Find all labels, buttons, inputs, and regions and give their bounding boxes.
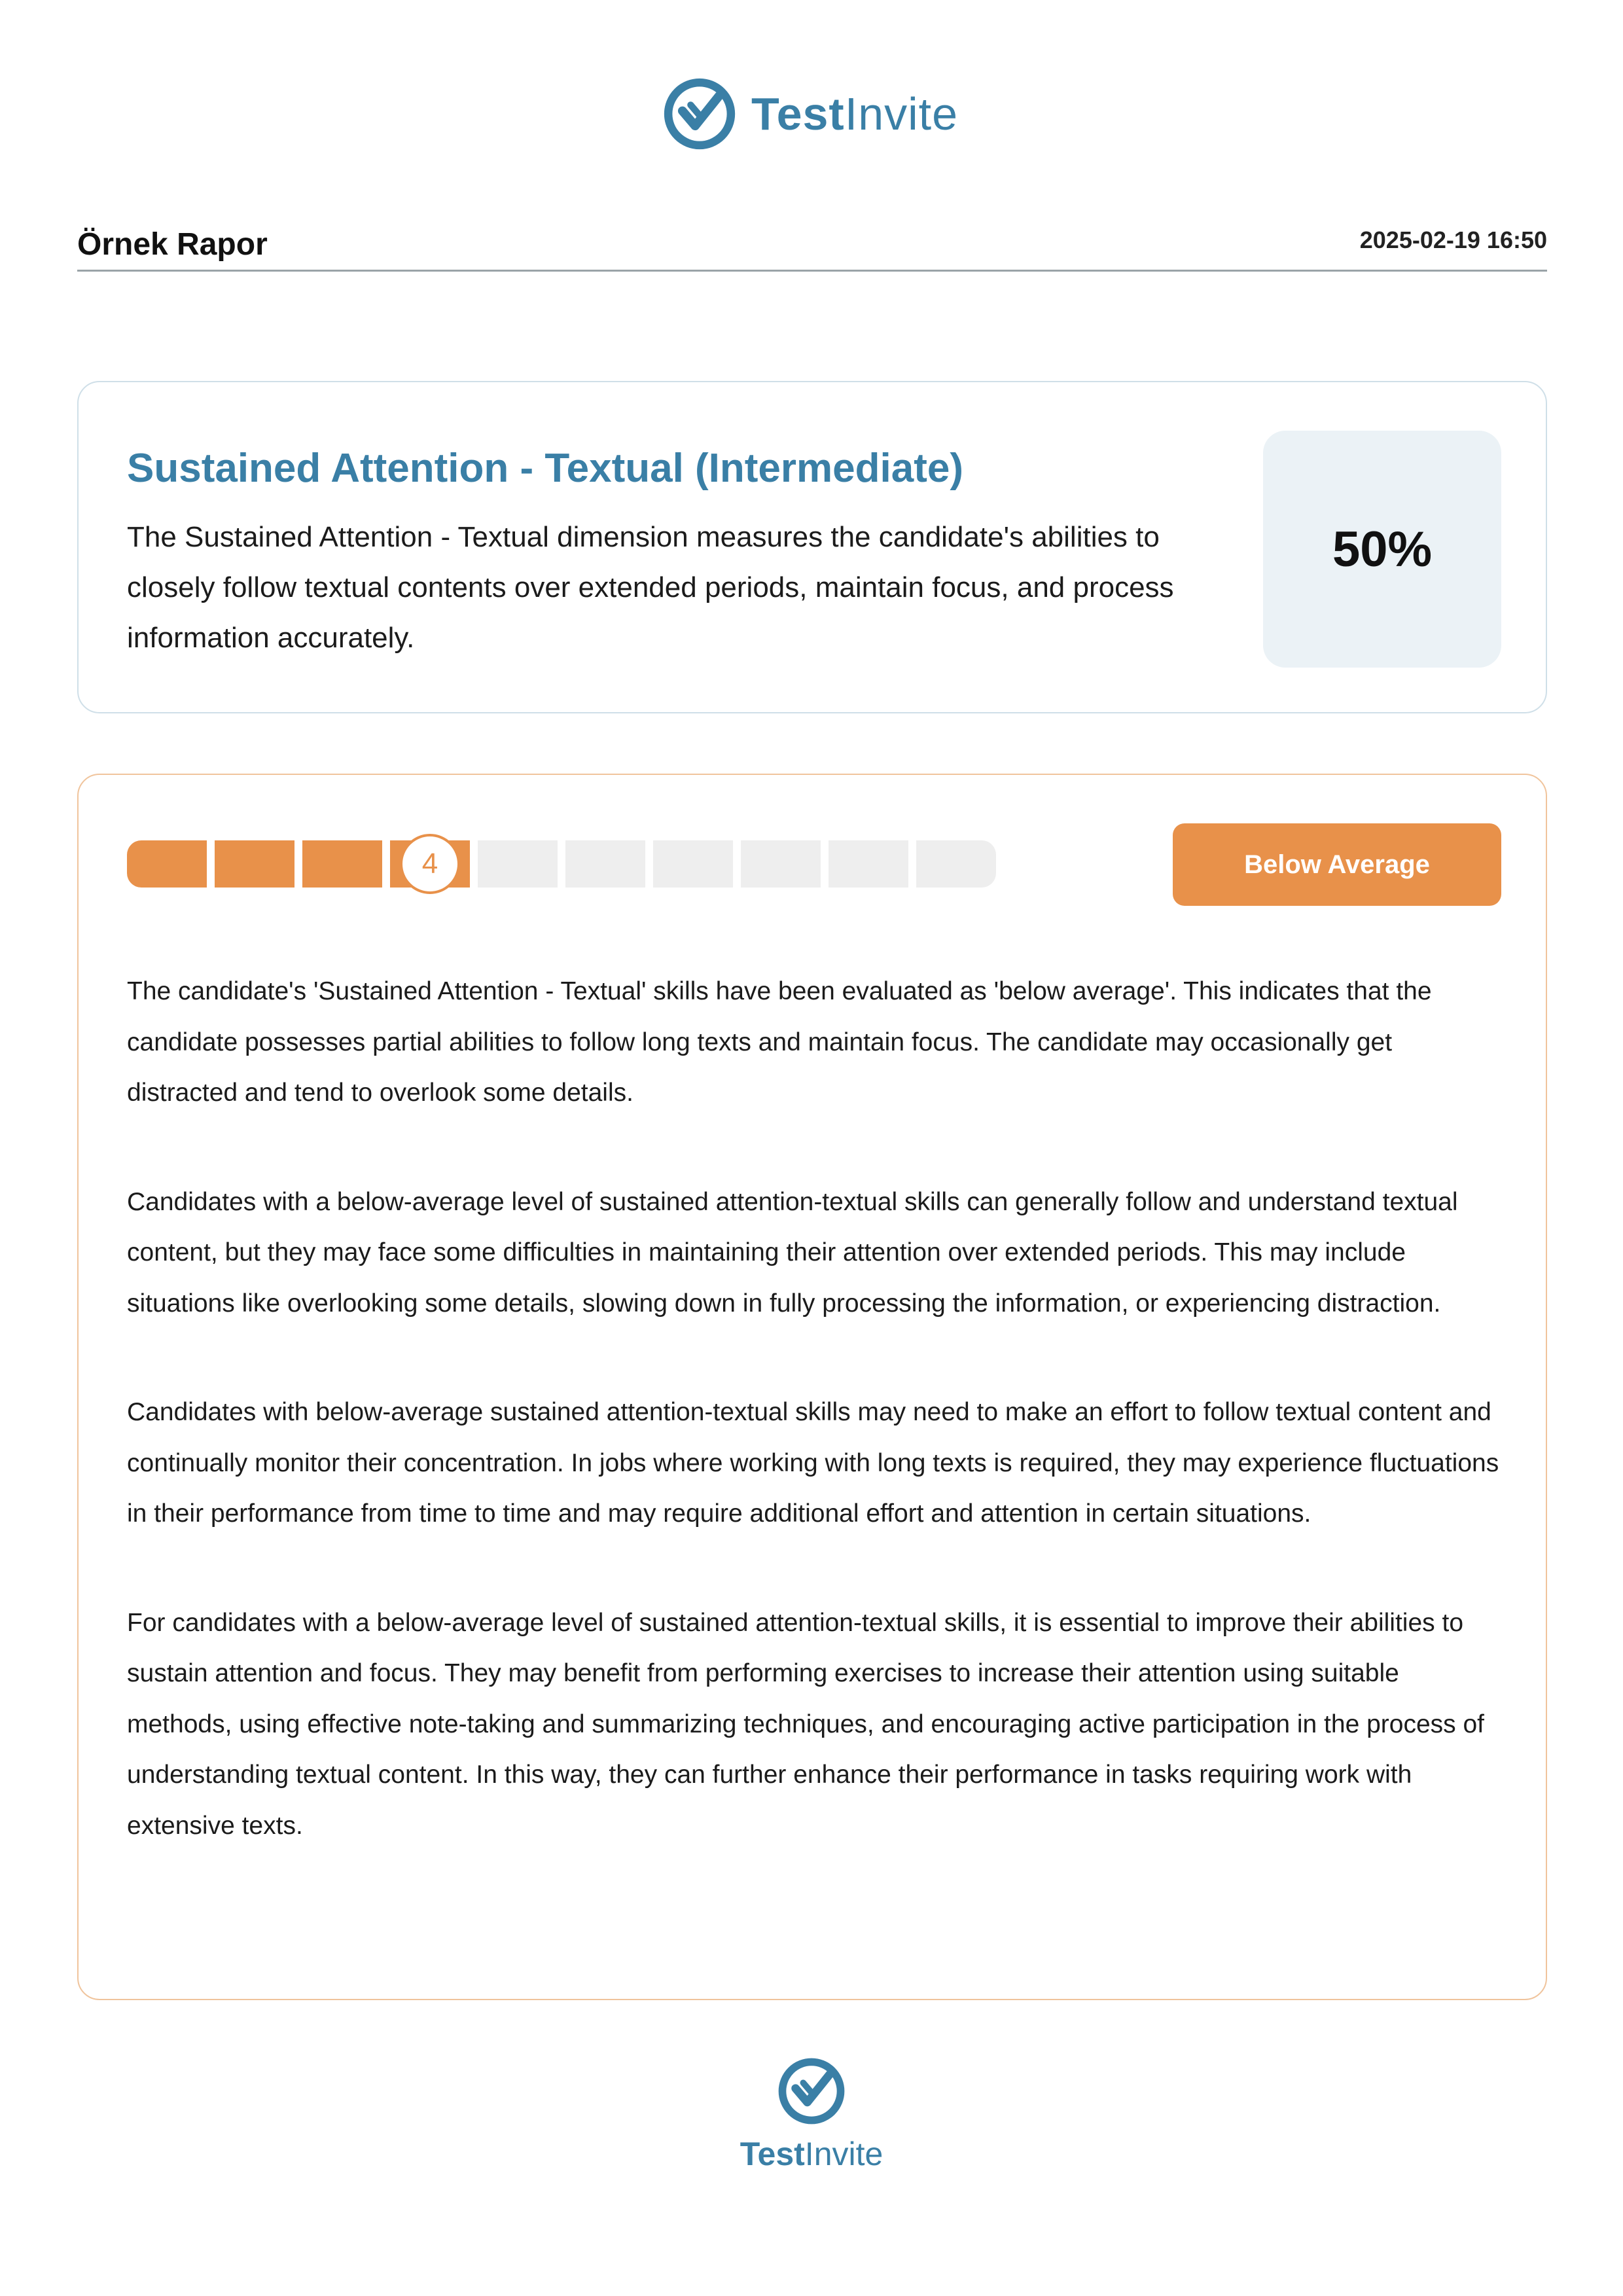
level-bar — [127, 840, 996, 888]
evaluation-card — [77, 774, 1547, 2000]
level-segment — [302, 840, 382, 888]
footer-logo — [720, 2056, 903, 2173]
dimension-title: Sustained Attention - Textual (Intermediate) — [127, 446, 963, 491]
level-segment — [215, 840, 294, 888]
score-box — [1263, 431, 1501, 668]
report-date: 2025-02-19 16:50 — [1359, 226, 1547, 253]
evaluation-paragraph: Candidates with a below-average level of sustained attention-textual skills can generally follow and understand textual content, but they may face some difficulties in maintaining their attention over extended periods. This may include situations like overlooking some details, slowing down in fully processing the information, or experiencing distraction. — [127, 1187, 1458, 1318]
report-header — [77, 217, 1547, 272]
level-marker: 4 — [400, 834, 460, 894]
check-badge-icon — [662, 77, 737, 151]
brand-logo — [662, 76, 958, 152]
level-segment — [565, 840, 645, 888]
evaluation-paragraph: The candidate's 'Sustained Attention - Textual' skills have been evaluated as 'below average'. This indicates that the candidate possesses partial abilities to follow long texts and maintain focus. The candidate may occasionally get distracted and tend to overlook some details. — [127, 977, 1432, 1107]
evaluation-paragraph: Candidates with below-average sustained attention-textual skills may need to make an effort to follow textual content and continually monitor their concentration. In jobs where working with long texts is required, they may experience fluctuations in their performance from time to time and may require additional effort and attention in certain situations. — [127, 1398, 1499, 1528]
level-segment — [741, 840, 821, 888]
evaluation-text — [127, 966, 1501, 1909]
report-title: Örnek Rapor — [77, 227, 268, 262]
level-segment — [916, 840, 996, 888]
level-segment — [478, 840, 558, 888]
level-segment — [653, 840, 733, 888]
evaluation-paragraph: For candidates with a below-average level of sustained attention-textual skills, it is essential to improve their abilities to sustain attention and focus. They may benefit from performing exercises to increase their attention using suitable methods, using effective note-taking and summarizing techniques, and encouraging active participation in the process of understanding textual content. In this way, they can further enhance their performance in tasks requiring work with extensive texts. — [127, 1608, 1485, 1840]
brand-wordmark: TestInvite — [751, 88, 959, 139]
score-value: 50% — [1332, 521, 1433, 577]
footer-wordmark: TestInvite — [740, 2136, 883, 2172]
check-badge-icon — [777, 2056, 846, 2126]
dimension-description: The Sustained Attention - Textual dimension measures the candidate's abilities to closely follow textual contents over extended periods, maintain focus, and process information accurately. — [127, 521, 1174, 654]
level-segment — [829, 840, 908, 888]
level-badge: Below Average — [1173, 823, 1501, 906]
dimension-card — [77, 381, 1547, 713]
level-segment — [127, 840, 207, 888]
